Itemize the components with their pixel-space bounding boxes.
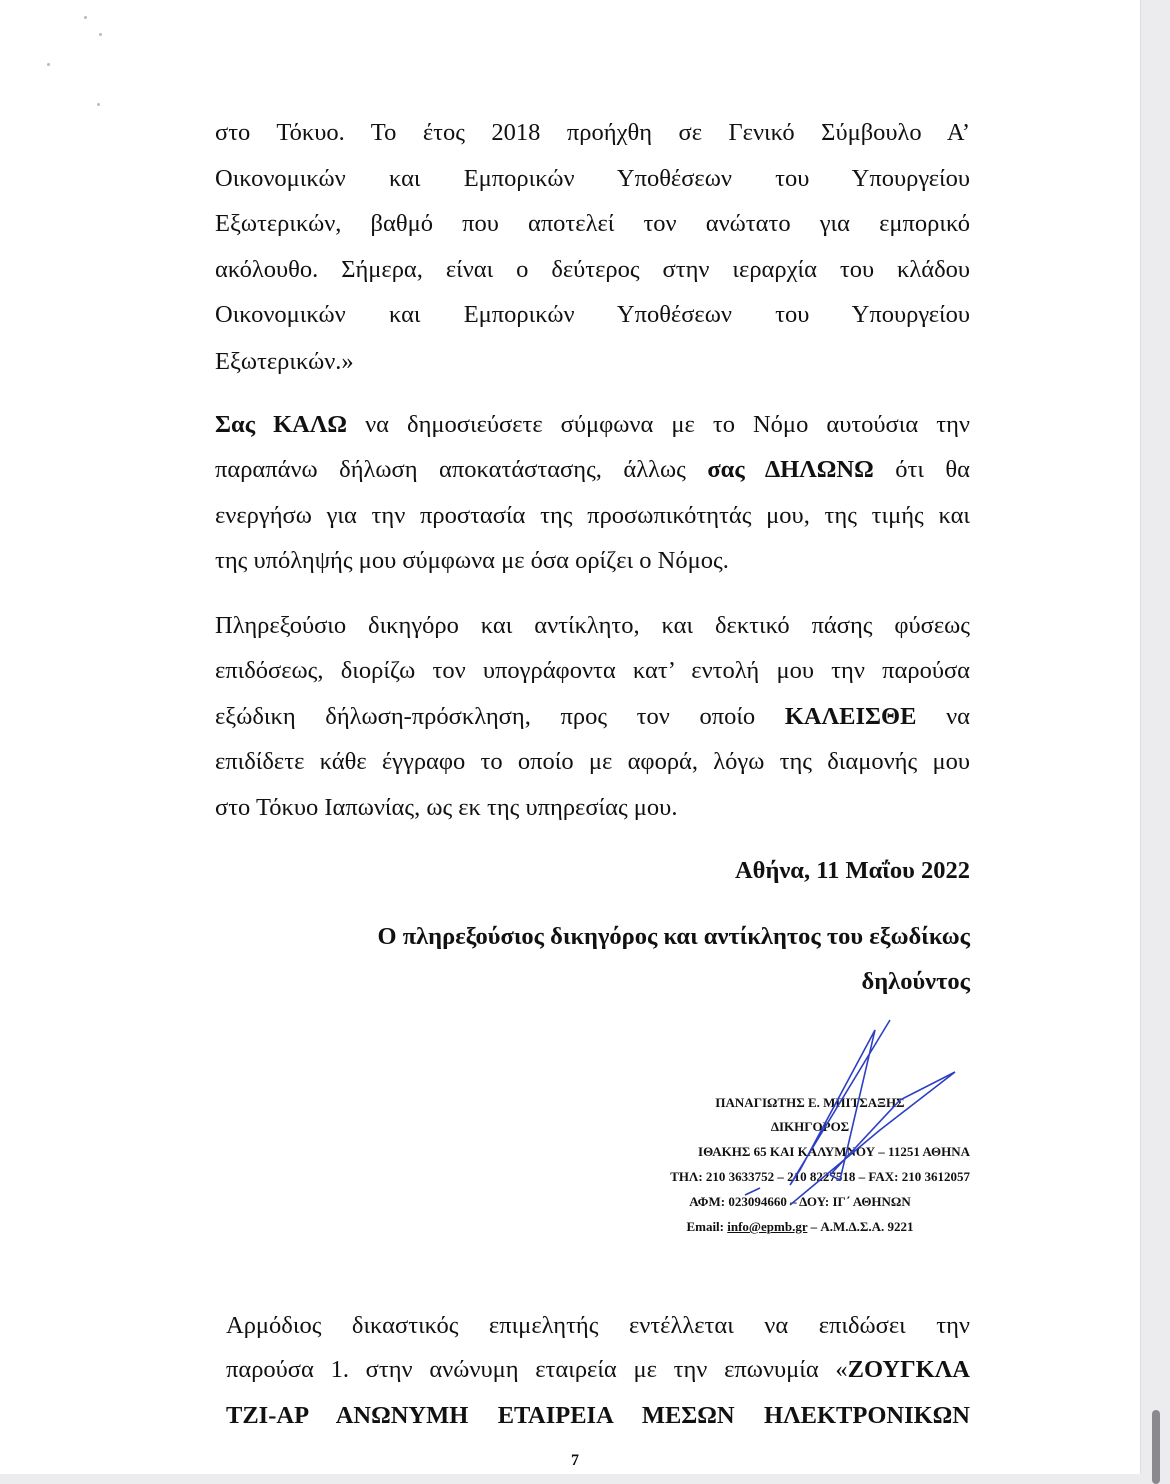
text-line: επιδόσεως, διορίζω τον υπογράφοντα κατ’ εντολή μου την παρούσα [215, 657, 970, 684]
scan-speck [84, 16, 87, 19]
text-line: ακόλουθο. Σήμερα, είναι ο δεύτερος στην ιεραρχία του κλάδου [215, 256, 970, 283]
text-line: της υπόληψής μου σύμφωνα με όσα ορίζει ο Νόμος. [215, 547, 729, 574]
text-line: Πληρεξούσιο δικηγόρο και αντίκλητο, και δεκτικό πάσης φύσεως [215, 612, 970, 639]
signatory-line: Ο πληρεξούσιος δικηγόρος και αντίκλητος του εξωδίκως [377, 923, 970, 950]
email-link[interactable]: info@epmb.gr [727, 1219, 808, 1234]
stamp-phones: ΤΗΛ: 210 3633752 – 210 8227518 – FAX: 210 3612057 [670, 1169, 970, 1184]
text-line: ΤΖΙ-ΑΡ ΑΝΩΝΥΜΗ ΕΤΑΙΡΕΙΑ ΜΕΣΩΝ ΗΛΕΚΤΡΟΝΙΚΩΝ [226, 1402, 970, 1429]
text-span: παρούσα 1. στην ανώνυμη εταιρεία με την επωνυμία « [226, 1356, 848, 1383]
bold-phrase: Σας ΚΑΛΩ [215, 411, 348, 438]
text-line: επιδίδετε κάθε έγγραφο το οποίο με αφορά, λόγω της διαμονής μου [215, 748, 970, 775]
email-label: Email: [686, 1219, 728, 1234]
text-span: εξώδικη δήλωση-πρόσκληση, προς τον οποίο [215, 703, 785, 730]
text-line: Εξωτερικών.» [215, 348, 354, 375]
bold-phrase: ΚΑΛΕΙΣΘΕ [784, 703, 917, 730]
bold-phrase: σας ΔΗΛΩΝΩ [707, 456, 874, 483]
text-span: παραπάνω δήλωση αποκατάστασης, άλλως [215, 456, 708, 483]
stamp-tax: ΑΦΜ: 023094660 – ΔΟΥ: ΙΓ΄ ΑΘΗΝΩΝ [689, 1194, 911, 1209]
scrollbar-thumb[interactable] [1152, 1410, 1160, 1484]
scan-speck [47, 63, 50, 66]
text-line [215, 455, 970, 485]
text-line: στο Τόκυο. Το έτος 2018 προήχθη σε Γενικό Σύμβουλο Α’ [215, 119, 970, 146]
text-line: ενεργήσω για την προστασία της προσωπικότητάς μου, της τιμής και [215, 502, 970, 529]
text-line: Οικονομικών και Εμπορικών Υποθέσεων του Υπουργείου [215, 165, 970, 192]
page-number: 7 [571, 1452, 579, 1469]
stamp-title: ΔΙΚΗΓΟΡΟΣ [770, 1119, 850, 1134]
text-line: στο Τόκυο Ιαπωνίας, ως εκ της υπηρεσίας μου. [215, 794, 678, 821]
stamp-email-line [650, 1218, 950, 1236]
text-line [215, 702, 970, 732]
scan-speck [97, 103, 100, 106]
text-line: Οικονομικών και Εμπορικών Υποθέσεων του Υπουργείου [215, 301, 970, 328]
bold-phrase: ΖΟΥΓΚΛΑ [847, 1356, 970, 1383]
text-line [215, 410, 970, 440]
text-line [226, 1355, 970, 1385]
text-line: Εξωτερικών, βαθμό που αποτελεί τον ανώτατο για εμπορικό [215, 210, 970, 237]
text-line: Αρμόδιος δικαστικός επιμελητής εντέλλεται να επιδώσει την [226, 1312, 970, 1339]
signatory-line: δηλούντος [861, 968, 970, 995]
text-span: να [916, 703, 970, 730]
date-line: Αθήνα, 11 Μαΐου 2022 [734, 857, 970, 884]
stamp-name: ΠΑΝΑΓΙΩΤΗΣ Ε. ΜΠΙΤΣΑΞΗΣ [715, 1095, 905, 1110]
stamp-address: ΙΘΑΚΗΣ 65 ΚΑΙ ΚΑΛΥΜΝΟΥ – 11251 ΑΘΗΝΑ [698, 1144, 970, 1159]
stamp-amdsa: – Α.Μ.Δ.Σ.Α. 9221 [807, 1219, 914, 1234]
text-span: ότι θα [873, 456, 970, 483]
text-span: να δημοσιεύσετε σύμφωνα με το Νόμο αυτούσια την [347, 411, 970, 438]
scan-speck [99, 33, 102, 36]
